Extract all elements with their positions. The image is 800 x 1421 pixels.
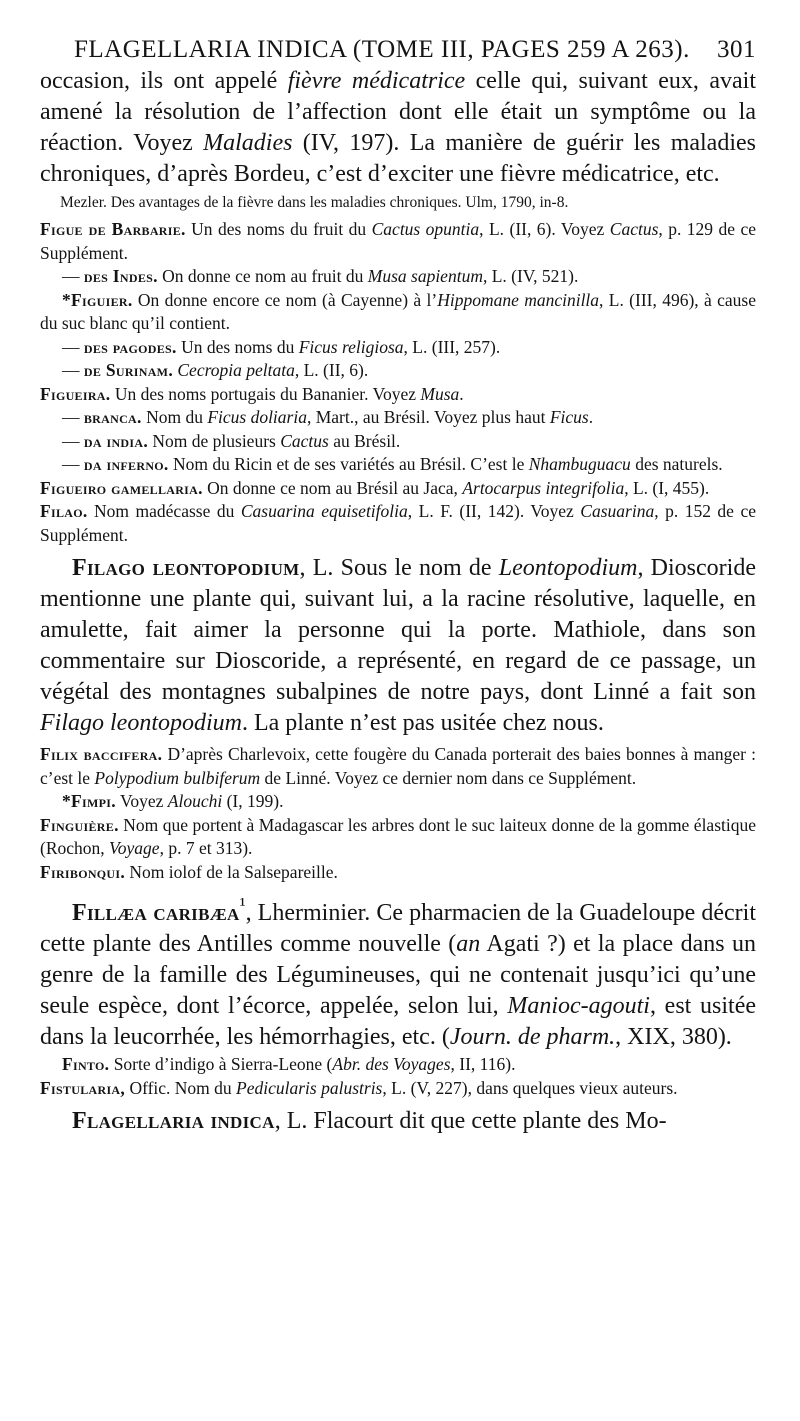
entry-figueiro-gamellaria: Figueiro gamellaria. On donne ce nom au Brésil au Jaca, Artocarpus integrifolia, L. (I, 455). [40, 477, 710, 498]
running-header [74, 36, 756, 64]
entry-flagellaria-indica: Flagellaria indica, L. Flacourt dit que cette plante des Mo- [72, 1108, 667, 1134]
entry-finto: Finto. Sorte d’indigo à Sierra-Leone (Abr. des Voyages, II, 116). [62, 1054, 516, 1074]
bibliographic-reference: Mezler. Des avantages de la fièvre dans les maladies chroniques. Ulm, 1790, in-8. [60, 194, 569, 211]
entry-filix-baccifera: Filix baccifera. D’après Charlevoix, cette fougère du Canada porterait des baies bonnes à manger : c’est le Polypodium bulbiferum de Linné. Voyez ce dernier nom dans ce Supplément. [40, 744, 756, 788]
entry-figue-de-barbarie: Figue de Barbarie. Un des noms du fruit du Cactus opuntia, L. (II, 6). Voyez Cactus, p. 129 de ce Supplément. [40, 219, 756, 263]
entry-figueira-da-inferno: — da inferno. Nom du Ricin et de ses variétés au Brésil. C’est le Nhambuguacu des naturels. [62, 454, 723, 474]
entry-fimpi: *Fimpi. Voyez Alouchi (I, 199). [62, 791, 284, 811]
entry-figuier: *Figuier. On donne encore ce nom (à Cayenne) à l’Hippomane mancinilla, L. (III, 496), à cause du suc blanc qu’il contient. [40, 289, 756, 333]
entry-filago-leontopodium: Filago leontopodium, L. Sous le nom de Leontopodium, Dioscoride mentionne une plante qui, suivant lui, a la racine résolutive, laquelle, en amulette, fait aimer la personne qui la porte. Mathiole, dans son commentaire sur Dioscoride, a représenté, en regard de ce passage, un végétal des montagnes subalpines de notre pays, dont Linné a fait son Filago leontopodium. La plante n’est pas usitée chez nous. [40, 555, 756, 736]
entry-figueira: Figueira. Un des noms portugais du Bananier. Voyez Musa. [40, 383, 464, 404]
entry-figueira-da-india: — da india. Nom de plusieurs Cactus au Brésil. [62, 430, 401, 451]
entry-fillaea-caribaea: Fillæa caribæa$^{^1}$, Lherminier. Ce pharmacien de la Guadeloupe décrit cette plante des Antilles comme nouvelle (an Agati ?) et la place dans un genre de la famille des Légumineuses, qui ne contenait jusqu’ici qu’une seule espèce, dont l’écorce, appelée, selon lui, Manioc-agouti, est usitée dans la leucorrhée, les hémorrhagies, etc. (Journ. de pharm., XIX, 380). [40, 894, 756, 1050]
page-number: 301 [717, 36, 756, 63]
entry-figue-des-indes: — des Indes. On donne ce nom au fruit du Musa sapientum, L. (IV, 521). [62, 266, 579, 286]
running-title: FLAGELLARIA INDICA (TOME III, PAGES 259 A 263). [74, 36, 690, 63]
entry-firibonqui: Firibonqui. Nom iolof de la Salsepareille. [40, 861, 338, 882]
entry-fistularia: Fistularia, Offic. Nom du Pedicularis palustris, L. (V, 227), dans quelques vieux auteurs. [40, 1077, 678, 1098]
intro-paragraph: occasion, ils ont appelé fièvre médicatrice celle qui, suivant eux, avait amené la résolution de l’affection dont elle était un symptôme ou la réaction. Voyez Maladies (IV, 197). La manière de guérir les maladies chroniques, d’après Bordeu, c’est d’exciter une fièvre médicatrice, etc. [40, 68, 757, 187]
entry-figueira-branca: — branca. Nom du Ficus doliaria, Mart., au Brésil. Voyez plus haut Ficus. [62, 407, 594, 427]
entry-finguiere: Finguière. Nom que portent à Madagascar les arbres dont le suc laiteux donne de la gomme élastique (Rochon, Voyage, p. 7 et 313). [40, 814, 756, 858]
entry-figuier-des-pagodes: — des pagodes. Un des noms du Ficus religiosa, L. (III, 257). [62, 336, 501, 357]
entry-filao: Filao. Nom madécasse du Casuarina equisetifolia, L. F. (II, 142). Voyez Casuarina, p. 152 de ce Supplément. [40, 501, 756, 545]
entry-figuier-de-surinam: — de Surinam. Cecropia peltata, L. (II, 6). [62, 360, 369, 380]
